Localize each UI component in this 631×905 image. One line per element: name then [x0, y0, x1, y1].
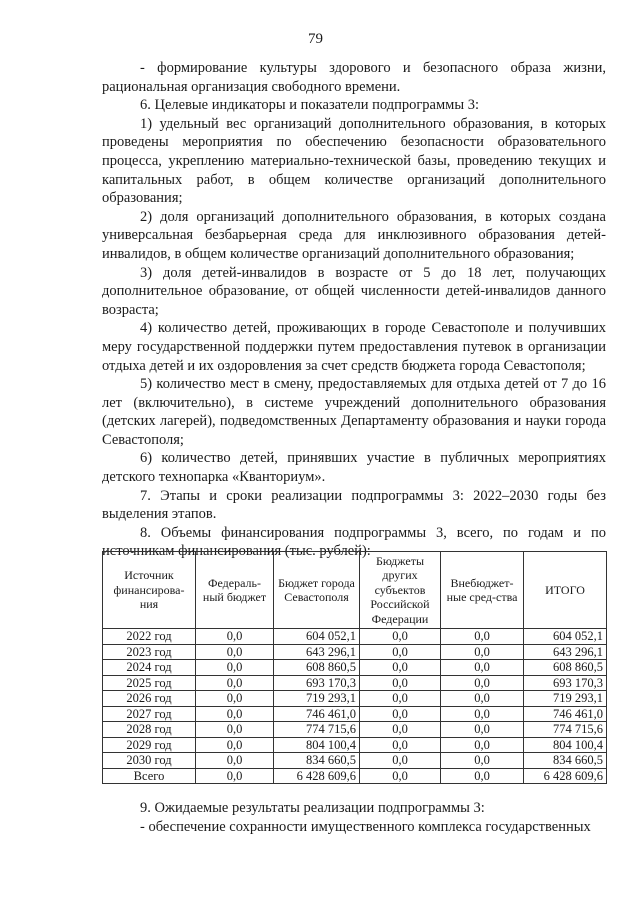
cell-year: 2022 год — [103, 629, 196, 645]
section-7-stages: 7. Этапы и сроки реализации подпрограммы 3: 2022–2030 годы без выделения этапов. — [102, 487, 606, 523]
cell-total: 693 170,3 — [524, 675, 607, 691]
cell-year: 2027 год — [103, 706, 196, 722]
cell-total: 834 660,5 — [524, 753, 607, 769]
cell-other-regions: 0,0 — [360, 660, 441, 676]
cell-year: 2023 год — [103, 644, 196, 660]
expected-result-1: - обеспечение сохранности имущественного комплекса государственных — [140, 818, 591, 835]
cell-total: 774 715,6 — [524, 722, 607, 738]
cell-city: 604 052,1 — [274, 629, 360, 645]
table-row — [103, 706, 607, 722]
cell-city: 774 715,6 — [274, 722, 360, 738]
table-row — [103, 644, 607, 660]
cell-total: 804 100,4 — [524, 737, 607, 753]
indicator-2: 2) доля организаций дополнительного образования, в которых создана универсальная безбарьерная среда для инклюзивного образования детей-инвалидов, в общем количестве организаций дополнительного образования; — [102, 208, 606, 262]
cell-year: 2028 год — [103, 722, 196, 738]
cell-total: 608 860,5 — [524, 660, 607, 676]
cell-federal: 0,0 — [196, 768, 274, 784]
table-row — [103, 675, 607, 691]
cell-other-regions: 0,0 — [360, 753, 441, 769]
cell-other-regions: 0,0 — [360, 675, 441, 691]
cell-other-regions: 0,0 — [360, 644, 441, 660]
cell-extrabudgetary: 0,0 — [441, 722, 524, 738]
cell-city: 693 170,3 — [274, 675, 360, 691]
cell-extrabudgetary: 0,0 — [441, 753, 524, 769]
cell-city: 608 860,5 — [274, 660, 360, 676]
indicator-6: 6) количество детей, принявших участие в публичных мероприятиях детского технопарка «Кванториум». — [102, 450, 606, 486]
cell-federal: 0,0 — [196, 737, 274, 753]
cell-extrabudgetary: 0,0 — [441, 644, 524, 660]
document-body — [102, 59, 606, 561]
cell-year: 2025 год — [103, 675, 196, 691]
cell-city: 6 428 609,6 — [274, 768, 360, 784]
cell-year: 2030 год — [103, 753, 196, 769]
header-federal-budget: Федераль-ный бюджет — [196, 552, 274, 629]
cell-city: 643 296,1 — [274, 644, 360, 660]
table-header-row — [103, 552, 607, 629]
cell-federal: 0,0 — [196, 691, 274, 707]
table-body — [103, 629, 607, 784]
cell-federal: 0,0 — [196, 722, 274, 738]
header-source: Источник финансирова-ния — [103, 552, 196, 629]
indicator-3: 3) доля детей-инвалидов в возрасте от 5 до 18 лет, получающих дополнительное образование, от общей численности детей-инвалидов данного возраста; — [102, 264, 606, 318]
cell-total: 643 296,1 — [524, 644, 607, 660]
cell-total: 604 052,1 — [524, 629, 607, 645]
table-row — [103, 691, 607, 707]
page-number: 79 — [308, 31, 323, 47]
cell-year: 2026 год — [103, 691, 196, 707]
indicator-1: 1) удельный вес организаций дополнительного образования, в которых проведены мероприятия по обеспечению безопасности образовательного процесса, укреплению материально-технической базы, проведению текущих и капитальных работ, в общем количестве организаций дополнительного образования; — [102, 115, 606, 207]
table-row — [103, 753, 607, 769]
header-extrabudgetary: Внебюджет-ные сред-ства — [441, 552, 524, 629]
indicator-4: 4) количество детей, проживающих в городе Севастополе и получивших меру государственной поддержки путем предоставления путевок в организации отдыха детей и их оздоровления за счет средств бюджета города Севастополя; — [102, 320, 606, 374]
cell-year: Всего — [103, 768, 196, 784]
table-row — [103, 737, 607, 753]
cell-total: 719 293,1 — [524, 691, 607, 707]
section-8-financing: 8. Объемы финансирования подпрограммы 3, всего, по годам и по источникам финансирования (тыс. рублей): — [102, 524, 606, 560]
cell-federal: 0,0 — [196, 660, 274, 676]
cell-other-regions: 0,0 — [360, 722, 441, 738]
cell-federal: 0,0 — [196, 675, 274, 691]
cell-other-regions: 0,0 — [360, 706, 441, 722]
cell-extrabudgetary: 0,0 — [441, 660, 524, 676]
cell-city: 804 100,4 — [274, 737, 360, 753]
cell-extrabudgetary: 0,0 — [441, 706, 524, 722]
cell-city: 719 293,1 — [274, 691, 360, 707]
cell-federal: 0,0 — [196, 644, 274, 660]
cell-city: 834 660,5 — [274, 753, 360, 769]
cell-extrabudgetary: 0,0 — [441, 691, 524, 707]
indicator-5: 5) количество мест в смену, предоставляемых для отдыха детей от 7 до 16 лет (включительно), в системе учреждений дополнительного образования (детских лагерей), подведомственных Департаменту образования и науки города Севастополя; — [102, 376, 606, 448]
cell-year: 2024 год — [103, 660, 196, 676]
table-row — [103, 660, 607, 676]
document-body-continued — [102, 799, 606, 836]
cell-total: 746 461,0 — [524, 706, 607, 722]
header-total: ИТОГО — [524, 552, 607, 629]
header-other-regions-budget: Бюджеты других субъектов Российской Федерации — [360, 552, 441, 629]
cell-extrabudgetary: 0,0 — [441, 675, 524, 691]
financing-table — [102, 551, 607, 784]
cell-city: 746 461,0 — [274, 706, 360, 722]
cell-other-regions: 0,0 — [360, 691, 441, 707]
cell-federal: 0,0 — [196, 706, 274, 722]
table-row — [103, 722, 607, 738]
header-city-budget: Бюджет города Севастополя — [274, 552, 360, 629]
cell-extrabudgetary: 0,0 — [441, 629, 524, 645]
paragraph-healthy-lifestyle: - формирование культуры здорового и безопасного образа жизни, рациональная организация свободного времени. — [102, 60, 606, 95]
cell-extrabudgetary: 0,0 — [441, 737, 524, 753]
cell-federal: 0,0 — [196, 753, 274, 769]
cell-year: 2029 год — [103, 737, 196, 753]
cell-other-regions: 0,0 — [360, 768, 441, 784]
cell-other-regions: 0,0 — [360, 629, 441, 645]
table-row — [103, 629, 607, 645]
cell-total: 6 428 609,6 — [524, 768, 607, 784]
cell-federal: 0,0 — [196, 629, 274, 645]
financing-table-container — [102, 551, 606, 784]
table-row — [103, 768, 607, 784]
section-6-heading: 6. Целевые индикаторы и показатели подпрограммы 3: — [140, 97, 479, 114]
section-9-heading: 9. Ожидаемые результаты реализации подпрограммы 3: — [140, 800, 485, 816]
cell-extrabudgetary: 0,0 — [441, 768, 524, 784]
cell-other-regions: 0,0 — [360, 737, 441, 753]
